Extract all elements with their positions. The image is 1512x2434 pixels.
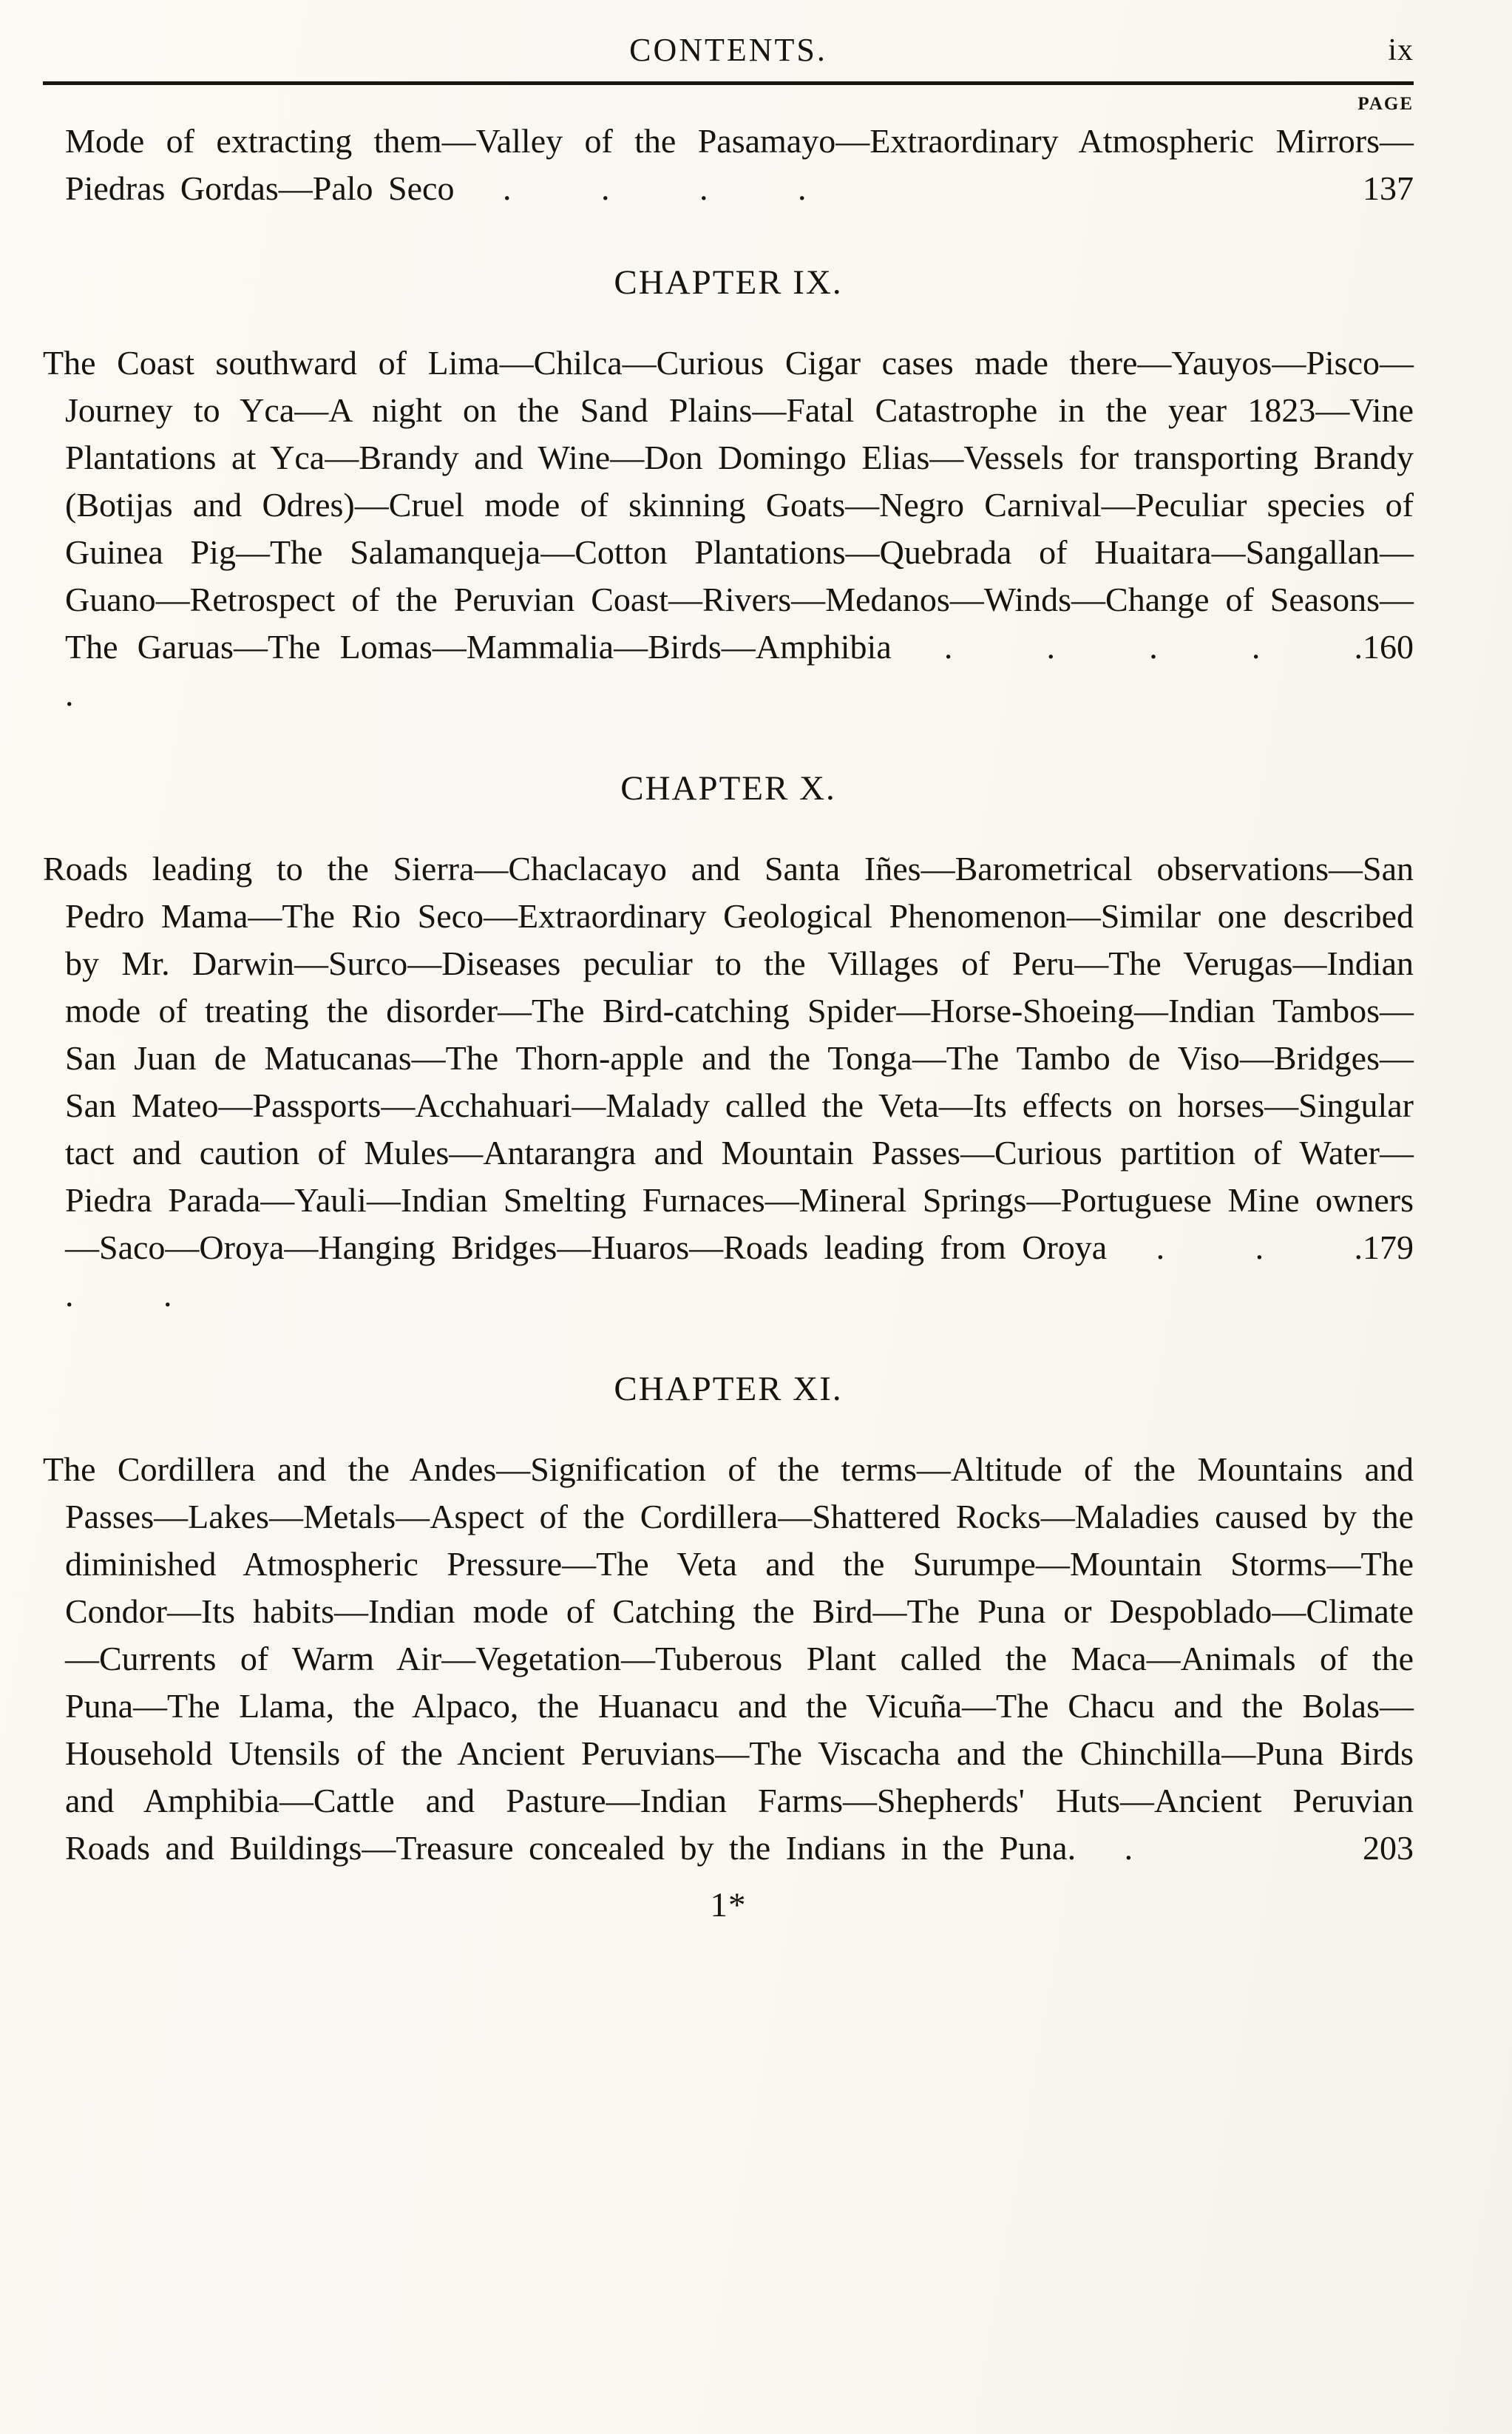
toc-page-number: 203 bbox=[1363, 1829, 1414, 1867]
running-header bbox=[43, 33, 1414, 68]
dot-leader: . . . . . bbox=[65, 1228, 1363, 1314]
chapter-heading: CHAPTER XI. bbox=[614, 1370, 843, 1408]
toc-entry bbox=[43, 339, 1414, 718]
header-rule bbox=[43, 81, 1414, 85]
toc-entry bbox=[43, 1446, 1414, 1872]
toc-entry-text: The Cordillera and the Andes—Signification of the terms—Altitude of the Mountains and Passes—Lakes—Metals—Aspect of the Cordillera—Shattered Rocks—Maladies caused by the diminished Atmospheric Pressure—The Veta and the Surumpe—Mountain Storms—The Condor—Its habits—Indian mode of Catching the Bird—The Puna or Despoblado—Climate—Currents of Warm Air—Vegetation—Tuberous Plant called the Maca—Animals of the Puna—The Llama, the Alpaco, the Huanacu and the Vicuña—The Chacu and the Bolas—Household Utensils of the Ancient Peruvians—The Viscacha and the Chinchilla—Puna Birds and Amphibia—Cattle and Pasture—Indian Farms—Shepherds' Huts—Ancient Peruvian Roads and Buildings—Treasure concealed by the Indians in the Puna. bbox=[43, 1450, 1414, 1867]
chapter-heading: CHAPTER IX. bbox=[614, 263, 843, 302]
toc-entry bbox=[43, 845, 1414, 1319]
toc-entry-text: Mode of extracting them—Valley of the Pasamayo—Extraordinary Atmospheric Mirrors—Piedras Gordas—Palo Seco bbox=[65, 122, 1414, 207]
toc-page-number: 160 bbox=[1363, 628, 1414, 666]
page-title: CONTENTS. bbox=[629, 32, 827, 68]
toc-page-number: 179 bbox=[1363, 1228, 1414, 1266]
dot-leader: . . . . bbox=[502, 169, 807, 207]
page-column-label: PAGE bbox=[1357, 94, 1414, 114]
signature-mark: 1* bbox=[710, 1886, 747, 1924]
chapter-heading: CHAPTER X. bbox=[620, 769, 836, 808]
folio-number: ix bbox=[1388, 33, 1414, 67]
dot-leader: . bbox=[1124, 1829, 1133, 1867]
toc-entry-text: Roads leading to the Sierra—Chaclacayo and Santa Iñes—Barometrical observations—San Pedro Mama—The Rio Seco—Extraordinary Geological Phenomenon—Similar one described by Mr. Darwin—Surco—Diseases peculiar to the Villages of Peru—The Verugas—Indian mode of treating the disorder—The Bird-catching Spider—Horse-Shoeing—Indian Tambos—San Juan de Matucanas—The Thorn-apple and the Tonga—The Tambo de Viso—Bridges—San Mateo—Passports—Acchahuari—Malady called the Veta—Its effects on horses—Singular tact and caution of Mules—Antarangra and Mountain Passes—Curious partition of Water—Piedra Parada—Yauli—Indian Smelting Furnaces—Mineral Springs—Portuguese Mine owners—Saco—Oroya—Hanging Bridges—Huaros—Roads leading from Oroya bbox=[43, 850, 1414, 1266]
toc-entry bbox=[43, 118, 1414, 212]
dot-leader: . . . . . . bbox=[65, 628, 1363, 713]
toc-page-number: 137 bbox=[1363, 169, 1414, 207]
toc-entry-text: The Coast southward of Lima—Chilca—Curious Cigar cases made there—Yauyos—Pisco—Journey to Yca—A night on the Sand Plains—Fatal Catastrophe in the year 1823—Vine Plantations at Yca—Brandy and Wine—Don Domingo Elias—Vessels for transporting Brandy (Botijas and Odres)—Cruel mode of skinning Goats—Negro Carnival—Peculiar species of Guinea Pig—The Salamanqueja—Cotton Plantations—Quebrada of Huaitara—Sangallan—Guano—Retrospect of the Peruvian Coast—Rivers—Medanos—Winds—Change of Seasons—The Garuas—The Lomas—Mammalia—Birds—Amphibia bbox=[43, 344, 1414, 666]
